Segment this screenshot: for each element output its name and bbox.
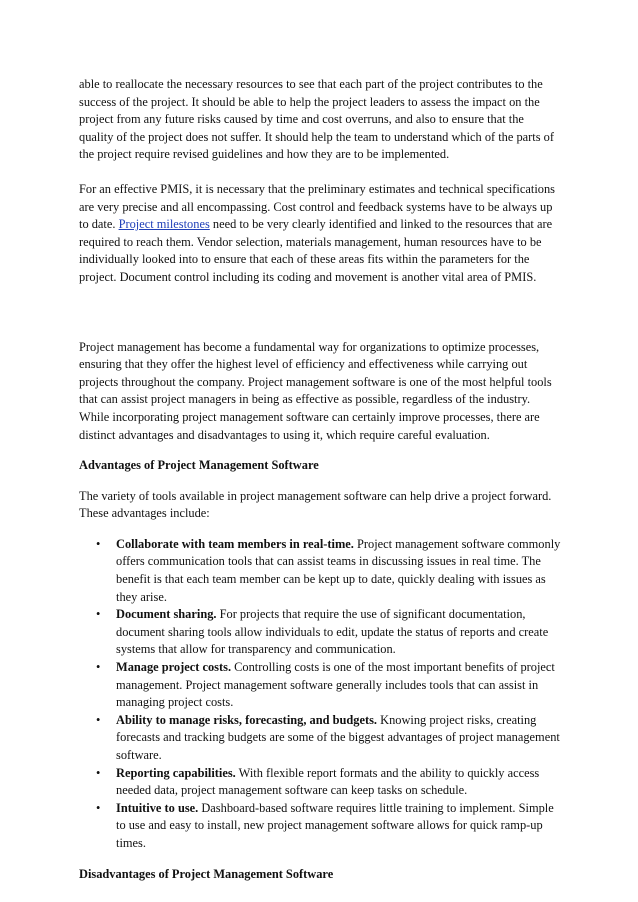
list-item [96, 536, 561, 606]
list-item-text: Knowing project risks, creating forecasts and tracking budgets are some of the biggest advantages of project management software. [116, 712, 560, 762]
paragraph-advantages-intro: The variety of tools available in project management software can help drive a project forward. These advantages include: [79, 488, 552, 521]
list-item-lead: Manage project costs. [116, 660, 232, 675]
list-item-text: Controlling costs is one of the most important benefits of project management. Project management software generally includes tools that can assist in managing project costs. [116, 660, 555, 710]
document-page [79, 76, 561, 896]
list-item-lead: Intuitive to use. [116, 800, 199, 815]
list-item-text: For projects that require the use of significant documentation, document sharing tools allow individuals to edit, update the status of reports and create systems that allow for transparency and communication. [116, 607, 549, 657]
heading-advantages: Advantages of Project Management Software [79, 458, 319, 473]
list-item [96, 659, 561, 712]
bullet-icon: • [96, 660, 101, 675]
list-item-lead: Collaborate with team members in real-time. [116, 536, 354, 551]
list-item-lead: Document sharing. [116, 607, 217, 622]
list-item-text: Project management software commonly offers communication tools that can assist teams in discussing issues in real time. The benefit is that each team member can be kept up to date, quickly dealing with issues as they arise. [116, 536, 561, 604]
list-item-lead: Reporting capabilities. [116, 765, 236, 780]
paragraph-project-management-intro: Project management has become a fundamental way for organizations to optimize processes, ensuring that they offer the highest level of efficiency and effectiveness while carrying out projects throughout the company. Project management software is one of the most helpful tools that can assist project managers in being as effective as possible, regardless of the industry. While incorporating project management software can certainly improve processes, there are distinct advantages and disadvantages to using it, which require careful evaluation. [79, 339, 552, 442]
list-item [96, 712, 561, 765]
paragraph-text-before-link: For an effective PMIS, it is necessary that the preliminary estimates and technical specifications are very precise and all encompassing. Cost control and feedback systems have to be always up to date. [79, 181, 555, 232]
bullet-icon: • [96, 765, 101, 780]
advantages-list [79, 536, 561, 853]
bullet-icon: • [96, 607, 101, 622]
list-item [96, 800, 561, 853]
list-item-text: Dashboard-based software requires little training to implement. Simple to use and easy to install, new project management software allows for quick ramp-up times. [116, 800, 554, 850]
paragraph-pmis-goals: able to reallocate the necessary resources to see that each part of the project contributes to the success of the project. It should be able to help the project leaders to assess the impact on the project from any future risks caused by time and cost overruns, and also to ensure that the quality of the project does not suffer. It should help the team to understand which of the parts of the project require revised guidelines and how they are to be implemented. [79, 77, 554, 162]
heading-disadvantages: Disadvantages of Project Management Software [79, 866, 334, 881]
list-item-lead: Ability to manage risks, forecasting, and budgets. [116, 712, 378, 727]
project-milestones-link[interactable]: Project milestones [118, 217, 210, 232]
list-item [96, 765, 561, 800]
list-item-text: With flexible report formats and the ability to quickly access needed data, project management software can keep tasks on schedule. [116, 765, 540, 798]
bullet-icon: • [96, 536, 101, 551]
list-item [96, 606, 561, 659]
bullet-icon: • [96, 712, 101, 727]
paragraph-text-after-link: need to be very clearly identified and linked to the resources that are required to reach them. Vendor selection, materials management, human resources have to be individually looked into to ensure that each of these areas fits within the parameters for the project. Document control including its coding and movement is another vital area of PMIS. [79, 217, 553, 284]
paragraph-pmis-requirements [79, 181, 561, 287]
bullet-icon: • [96, 800, 101, 815]
